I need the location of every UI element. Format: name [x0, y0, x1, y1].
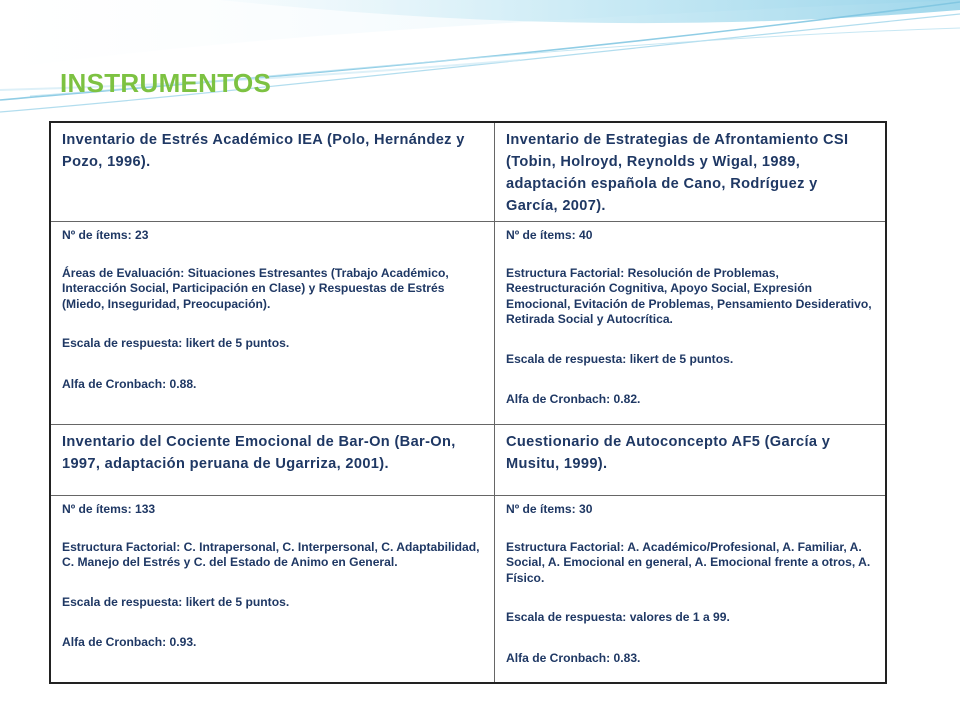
factor-structure: Estructura Factorial: A. Académico/Profesional, A. Familiar, A. Social, A. Emocional en general, A. Emocional frente a otros, A. Físico. [506, 539, 871, 585]
instrument-csi-details [495, 222, 887, 425]
instrument-af5-title: Cuestionario de Autoconcepto AF5 (García y Musitu, 1999). [495, 425, 887, 496]
table-row [50, 222, 886, 425]
page-title: INSTRUMENTOS [60, 68, 272, 98]
cronbach-alpha: Alfa de Cronbach: 0.93. [62, 635, 197, 650]
cronbach-alpha: Alfa de Cronbach: 0.88. [62, 376, 197, 391]
instrument-csi-title: Inventario de Estrategias de Afrontamiento CSI (Tobin, Holroyd, Reynolds y Wigal, 1989, adaptación española de Cano, Rodríguez y García, 2007). [495, 122, 887, 222]
factor-structure: Áreas de Evaluación: Situaciones Estresantes (Trabajo Académico, Interacción Social, Participación en Clase) y Respuestas de Estrés (Miedo, Inseguridad, Preocupación). [62, 265, 449, 311]
items-count: Nº de ítems: 23 [62, 228, 149, 242]
instrument-baron-details [50, 496, 495, 683]
response-scale: Escala de respuesta: likert de 5 puntos. [62, 594, 290, 609]
cronbach-alpha: Alfa de Cronbach: 0.82. [506, 392, 641, 406]
response-scale: Escala de respuesta: likert de 5 puntos. [506, 351, 734, 366]
instrument-iea-details [50, 222, 495, 425]
items-count: Nº de ítems: 133 [62, 502, 156, 517]
instruments-table [49, 121, 887, 684]
instrument-iea-title: Inventario de Estrés Académico IEA (Polo, Hernández y Pozo, 1996). [50, 122, 495, 222]
cronbach-alpha: Alfa de Cronbach: 0.83. [506, 650, 641, 665]
items-count: Nº de ítems: 30 [506, 502, 593, 517]
factor-structure: Estructura Factorial: Resolución de Problemas, Reestructuración Cognitiva, Apoyo Social, Expresión Emocional, Evitación de Problemas, Pensamiento Desiderativo, Retirada Social y Autocrítica. [506, 265, 872, 326]
items-count: Nº de ítems: 40 [506, 228, 593, 242]
table-row [50, 496, 886, 683]
instrument-baron-title: Inventario del Cociente Emocional de Bar-On (Bar-On, 1997, adaptación peruana de Ugarriza, 2001). [50, 425, 495, 496]
table-row [50, 122, 886, 222]
factor-structure: Estructura Factorial: C. Intrapersonal, C. Interpersonal, C. Adaptabilidad, C. Manejo del Estrés y C. del Estado de Animo en General. [62, 539, 480, 570]
table-row [50, 425, 886, 496]
response-scale: Escala de respuesta: valores de 1 a 99. [506, 610, 730, 625]
response-scale: Escala de respuesta: likert de 5 puntos. [62, 336, 290, 350]
instrument-af5-details [495, 496, 887, 683]
